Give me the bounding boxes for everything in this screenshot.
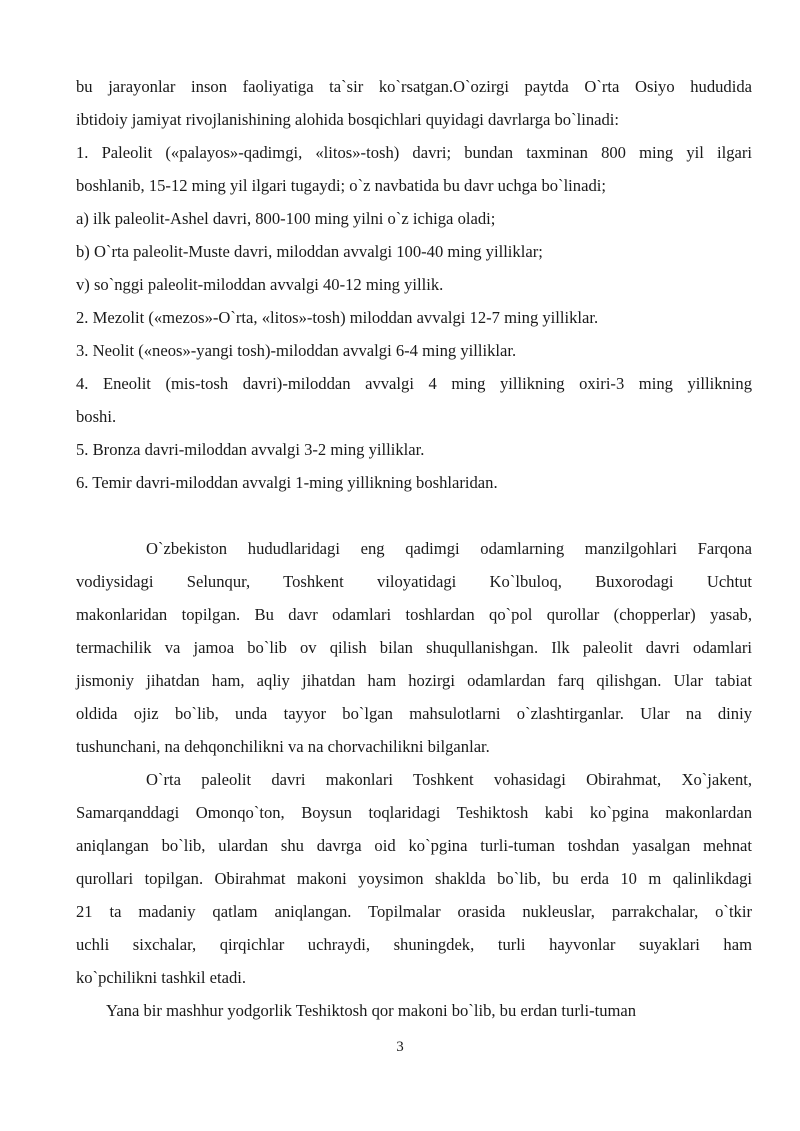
text-line: 6. Temir davri-miloddan avvalgi 1-ming yillikning boshlaridan.: [76, 473, 498, 492]
text-line: 3. Neolit («neos»-yangi tosh)-miloddan avvalgi 6-4 ming yilliklar.: [76, 341, 517, 360]
text-line: ibtidoiy jamiyat rivojlanishining alohida bosqichlari quyidagi davrlarga bo`linadi:: [76, 110, 620, 129]
text-line: jismoniy jihatdan ham, aqliy jihatdan ham hozirgi odamlardan farq qilishgan. Ular tabiat: [76, 671, 752, 690]
text-line: Samarqanddagi Omonqo`ton, Boysun toqlaridagi Teshiktosh kabi ko`pgina makonlardan: [76, 803, 752, 822]
paragraph-gap: [76, 499, 752, 532]
text-line: termachilik va jamoa bo`lib ov qilish bilan shuqullanishgan. Ilk paleolit davri odamlari: [76, 638, 752, 657]
text-line: v) so`nggi paleolit-miloddan avvalgi 40-12 ming yillik.: [76, 275, 444, 294]
text-line: 4. Eneolit (mis-tosh davri)-miloddan avvalgi 4 ming yillikning oxiri-3 ming yillikning: [76, 374, 752, 393]
document-body: [76, 70, 752, 1027]
text-line: boshlanib, 15-12 ming yil ilgari tugaydi; o`z navbatida bu davr uchga bo`linadi;: [76, 176, 606, 195]
page-number: 3: [396, 1039, 404, 1055]
text-line: tushunchani, na dehqonchilikni va na chorvachilikni bilganlar.: [76, 737, 490, 756]
text-line: qurollari topilgan. Obirahmat makoni yoysimon shaklda bo`lib, bu erda 10 m qalinlikdagi: [76, 869, 752, 888]
text-line: vodiysidagi Selunqur, Toshkent viloyatidagi Ko`lbuloq, Buxorodagi Uchtut: [76, 572, 752, 591]
text-line: Yana bir mashhur yodgorlik Teshiktosh qor makoni bo`lib, bu erdan turli-tuman: [106, 1001, 637, 1020]
text-line: makonlaridan topilgan. Bu davr odamlari toshlardan qo`pol qurollar (chopperlar) yasab,: [76, 605, 752, 624]
text-line: O`zbekiston hududlaridagi eng qadimgi odamlarning manzilgohlari Farqona: [146, 539, 752, 558]
text-line: O`rta paleolit davri makonlari Toshkent vohasidagi Obirahmat, Xo`jakent,: [146, 770, 752, 789]
text-line: a) ilk paleolit-Ashel davri, 800-100 ming yilni o`z ichiga oladi;: [76, 209, 496, 228]
text-line: 2. Mezolit («mezos»-O`rta, «litos»-tosh) miloddan avvalgi 12-7 ming yilliklar.: [76, 308, 599, 327]
text-line: oldida ojiz bo`lib, unda tayyor bo`lgan mahsulotlarni o`zlashtirganlar. Ular na diniy: [76, 704, 752, 723]
text-line: aniqlangan bo`lib, ulardan shu davrga oid ko`pgina turli-tuman toshdan yasalgan mehnat: [76, 836, 752, 855]
text-line: 5. Bronza davri-miloddan avvalgi 3-2 ming yilliklar.: [76, 440, 425, 459]
text-line: 1. Paleolit («palayos»-qadimgi, «litos»-tosh) davri; bundan taxminan 800 ming yil ilgari: [76, 143, 752, 162]
text-line: boshi.: [76, 407, 117, 426]
text-line: b) O`rta paleolit-Muste davri, miloddan avvalgi 100-40 ming yilliklar;: [76, 242, 543, 261]
text-line: ko`pchilikni tashkil etadi.: [76, 968, 247, 987]
text-line: 21 ta madaniy qatlam aniqlangan. Topilmalar orasida nukleuslar, parrakchalar, o`tkir: [76, 902, 752, 921]
text-line: bu jarayonlar inson faoliyatiga ta`sir ko`rsatgan.O`ozirgi paytda O`rta Osiyo hududida: [76, 77, 752, 96]
text-line: uchli sixchalar, qirqichlar uchraydi, shuningdek, turli hayvonlar suyaklari ham: [76, 935, 752, 954]
